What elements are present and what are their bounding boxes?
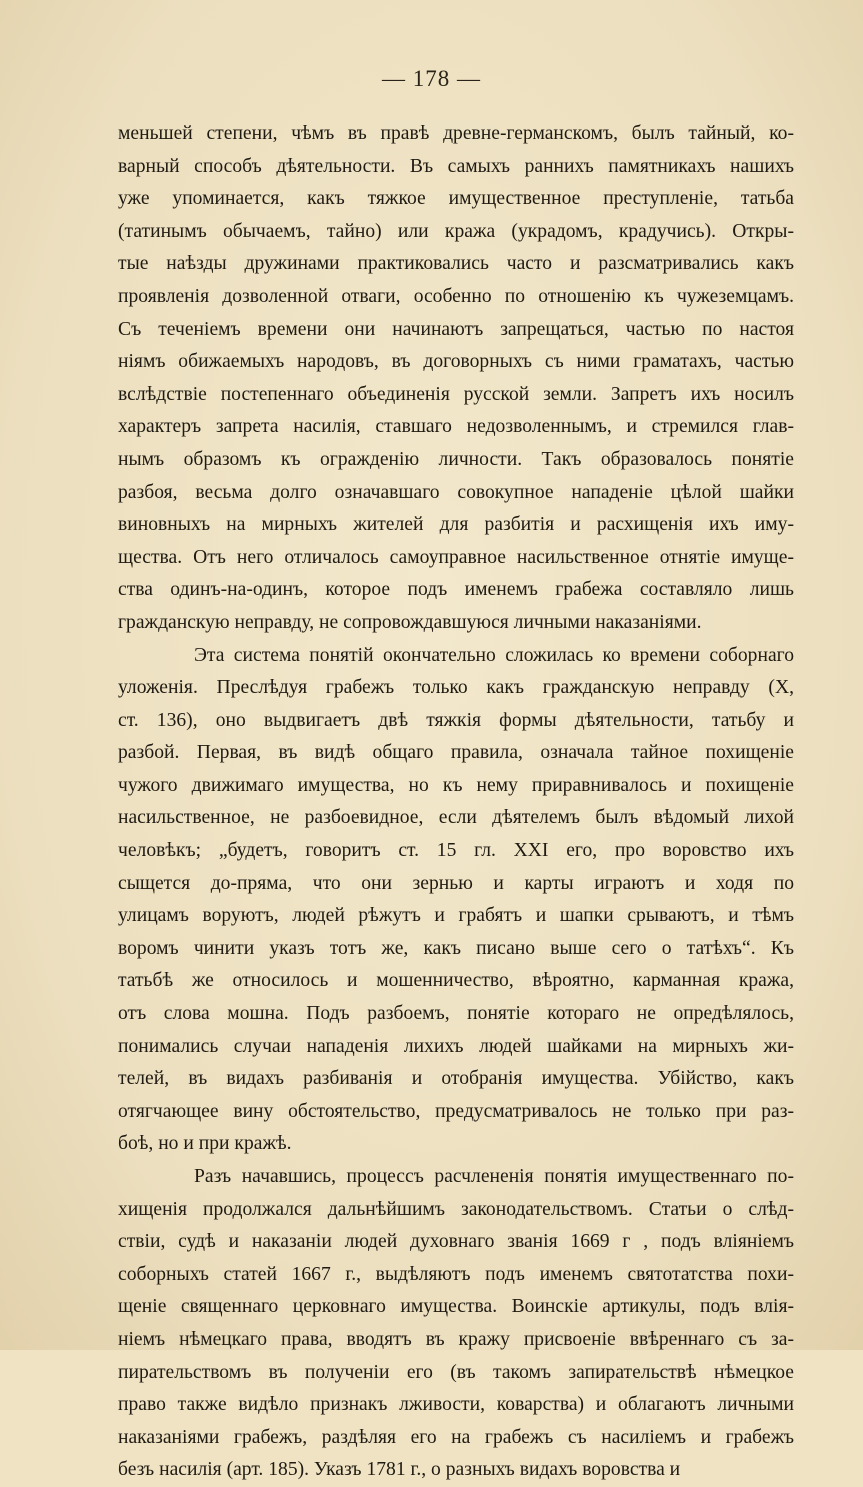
text-line: ніемъ нѣмецкаго права, вводятъ въ кражу присвоеніе ввѣреннаго съ за- [118,1328,794,1350]
text-line: телей, въ видахъ разбиванія и отобранія имущества. Убійство, какъ [118,1068,794,1090]
text-line: щеніе священнаго церковнаго имущества. Воинскіе артикулы, подъ влія- [118,1296,794,1318]
paragraph [118,1161,794,1487]
text-line: отягчающее вину обстоятельство, предусматривалось не только при раз- [118,1100,794,1122]
text-line: хищенія продолжался дальнѣйшимъ законодательствомъ. Статьи о слѣд- [118,1198,794,1220]
text-line: щества. Отъ него отличалось самоуправное насильственное отнятіе имуще- [118,546,794,568]
text-line: чужого движимаго имущества, но къ нему приравнивалось и похищеніе [118,774,794,796]
text-line: Съ теченіемъ времени они начинаютъ запрещаться, частью по настоя [118,318,794,340]
text-line: ствіи, судѣ и наказаніи людей духовнаго званія 1669 г , подъ вліяніемъ [118,1231,794,1253]
text-line: сыщется до-пряма, что они зернью и карты играютъ и ходя по [118,872,794,894]
text-line: отъ слова мошна. Подъ разбоемъ, понятіе котораго не опредѣлялось, [118,1003,794,1025]
text-line: улицамъ воруютъ, людей рѣжутъ и грабятъ и шапки срываютъ, и тѣмъ [118,905,794,927]
text-line: разбой. Первая, въ видѣ общаго правила, означала тайное похищеніе [118,742,794,764]
text-line: воромъ чинити указъ тотъ же, какъ писано выше сего о татѣхъ“. Къ [118,937,794,959]
text-line: проявленія дозволенной отваги, особенно по отношенію къ чужеземцамъ. [118,285,794,307]
text-line: вслѣдствіе постепеннаго объединенія русской земли. Запретъ ихъ носилъ [118,383,794,405]
text-line: ніямъ обижаемыхъ народовъ, въ договорныхъ съ ними граматахъ, частью [118,351,794,373]
page-number: — 178 — [382,66,481,91]
text-line: разбоя, весьма долго означавшаго совокупное нападеніе цѣлой шайки [118,481,794,503]
text-line: насильственное, не разбоевидное, если дѣятелемъ былъ вѣдомый лихой [118,807,794,829]
body-text [118,118,794,1487]
text-line: наказаніями грабежъ, раздѣляя его на грабежъ съ насиліемъ и грабежъ [118,1426,794,1448]
paragraph [118,118,794,640]
text-line: татьбѣ же относилось и мошенничество, вѣроятно, карманная кража, [118,970,794,992]
text-line: нымъ образомъ къ огражденію личности. Такъ образовалось понятіе [118,448,794,470]
text-line: право также видѣло признакъ лживости, коварства) и облагаютъ личными [118,1394,794,1416]
text-line: понимались случаи нападенія лихихъ людей шайками на мирныхъ жи- [118,1035,794,1057]
text-line: боѣ, но и при кражѣ. [118,1133,292,1155]
text-line: соборныхъ статей 1667 г., выдѣляютъ подъ именемъ святотатства похи- [118,1263,794,1285]
text-line: тые наѣзды дружинами практиковались часто и разсматривались какъ [118,253,794,275]
text-line: характеръ запрета насилія, ставшаго недозволеннымъ, и стремился глав- [118,416,794,438]
text-line: уже упоминается, какъ тяжкое имущественное преступленіе, татьба [118,188,794,210]
text-line: уложенія. Преслѣдуя грабежъ только какъ гражданскую неправду (X, [118,677,794,699]
text-line: варный способъ дѣятельности. Въ самыхъ раннихъ памятникахъ нашихъ [118,155,794,177]
text-line: (татинымъ обычаемъ, тайно) или кража (украдомъ, крадучись). Откры- [118,220,794,242]
paragraph [118,640,794,1162]
text-line: виновныхъ на мирныхъ жителей для разбитія и расхищенія ихъ иму- [118,514,794,536]
text-line: пирательствомъ въ полученіи его (въ такомъ запирательствѣ нѣмецкое [118,1361,794,1383]
text-line: безъ насилія (арт. 185). Указъ 1781 г., о разныхъ видахъ воровства и [118,1459,681,1481]
text-line: гражданскую неправду, не сопровождавшуюся личными наказаніями. [118,611,702,633]
text-line: человѣкъ; „будетъ, говоритъ ст. 15 гл. XXI его, про воровство ихъ [118,840,794,862]
text-line: ст. 136), оно выдвигаетъ двѣ тяжкія формы дѣятельности, татьбу и [118,709,794,731]
text-line: ства одинъ-на-одинъ, которое подъ именемъ грабежа составляло лишь [118,579,794,601]
text-line: меньшей степени, чѣмъ въ правѣ древне-германскомъ, былъ тайный, ко- [118,123,794,144]
text-line: Эта система понятій окончательно сложилась ко времени соборнаго [194,644,794,666]
text-line: Разъ начавшись, процессъ расчлененія понятія имущественнаго по- [194,1166,794,1187]
